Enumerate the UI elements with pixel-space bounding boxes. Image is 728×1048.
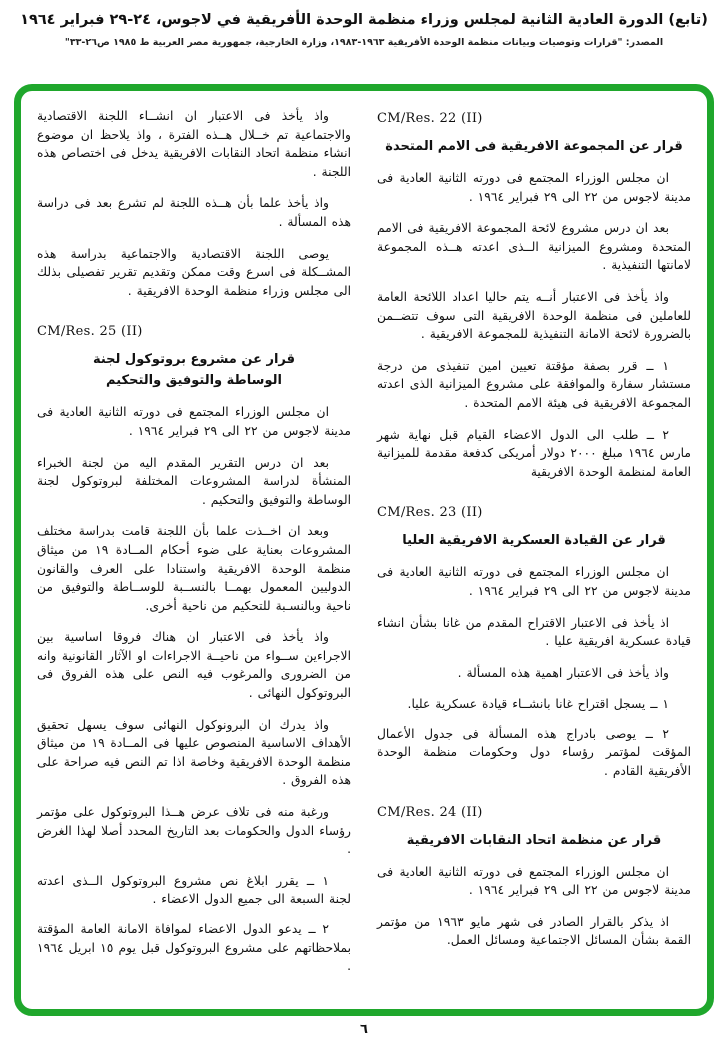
resolution-label-23: CM/Res. 23 (II) <box>377 505 483 521</box>
paragraph: ان مجلس الوزراء المجتمع فى دورته الثانية العادية فى مدينة لاجوس من ٢٢ الى ٢٩ فبراير ١٩٦٤ . <box>377 171 691 204</box>
header-source: المصدر: "قرارات وتوصيات وبيانات منظمة الوحدة الأفريقية ١٩٦٣-١٩٨٣، وزارة الخارجية، جمهورية مصر العربية ط ١٩٨٥ ص٢٦-٣٣" <box>64 37 664 48</box>
resolution-title-24: قرار عن منظمة اتحاد النقابات الافريقية <box>406 832 662 848</box>
resolution-title-25-line1: قرار عن مشروع بروتوكول لجنة <box>92 352 296 368</box>
resolution-title-22: قرار عن المجموعة الافريقية فى الامم المتحدة <box>385 139 683 154</box>
paragraph: ورغبة منه فى تلاف عرض هــذا البروتوكول على مؤتمر رؤساء الدول والحكومات بعد التاريخ المحدد أصلا لهذا الغرض . <box>37 805 351 857</box>
paragraph: واذ يأخذ فى الاعتبار ان هناك فروقا اساسية بين الاجراءين ســواء من ناحيــة الاجراءات او الآثار القانونية وانه من الضرورى والمرغوب فيه النص على هذه الفروق فى البروتوكول النهائى . <box>37 630 351 701</box>
paragraph: بعد ان درس مشروع لائحة المجموعة الافريقية فى الامم المتحدة ومشروع الميزانية الــذى اعدته هــذه المجموعة لامانتها التنفيذية . <box>377 221 691 273</box>
numbered-item: ١ ــ قرر بصفة مؤقتة تعيين امين تنفيذى من درجة مستشار سفارة والموافقة على مشروع الميزانية الذى اعدته المجموعة الافريقية فى هيئة الامم المتحدة . <box>377 358 691 410</box>
numbered-item: ٢ ــ يدعو الدول الاعضاء لموافاة الامانة العامة المؤقتة بملاحظاتهم على مشروع البروتوكول قبل يوم ١٥ ابريل ١٩٦٤ . <box>37 922 351 974</box>
resolution-title-25-line2: الوساطة والتوفيق والتحكيم <box>106 373 282 389</box>
numbered-item: ٢ ــ طلب الى الدول الاعضاء القيام قبل نهاية شهر مارس ١٩٦٤ مبلغ ٢٠٠٠ دولار أمريكى كدفعة مقدمة للميزانية العامة لمنظمة الوحدة الافريقية <box>377 427 691 479</box>
paragraph: واذ يأخذ فى الاعتبار اهمية هذه المسألة . <box>457 665 669 680</box>
right-column <box>377 107 691 999</box>
resolution-label-24: CM/Res. 24 (II) <box>377 804 483 820</box>
paragraph: ان مجلس الوزراء المجتمع فى دورته الثانية العادية فى مدينة لاجوس من ٢٢ الى ٢٩ فبراير ١٩٦٤ . <box>37 405 351 438</box>
paragraph: اذ يأخذ فى الاعتبار الاقتراح المقدم من غانا بشأن انشاء قيادة عسكرية افريقية عليا . <box>377 615 691 649</box>
resolution-label-25: CM/Res. 25 (II) <box>37 324 143 340</box>
paragraph: واذ يأخذ فى الاعتبار ان انشــاء اللجنة الاقتصادية والاجتماعية تم خــلال هــذه الفترة ، واذ يلاحظ ان موضوع انشاء منظمة اتحاد النقابات الافريقية يدخل فى اختصاص هذه اللجنة . <box>37 109 351 179</box>
paragraph: واذ يأخذ فى الاعتبار أنــه يتم حاليا اعداد اللائحة العامة للعاملين فى منظمة الوحدة الافريقية التى سوف تتضــمن بالضرورة لائحة الامانة التنفيذية للمجموعة الافريقية . <box>377 289 691 342</box>
numbered-item: ١ ــ يسجل اقتراح غانا بانشــاء قيادة عسكرية عليا. <box>407 697 669 712</box>
header-title: (تابع) الدورة العادية الثانية لمجلس وزراء منظمة الوحدة الأفريقية في لاجوس، ٢٤-٢٩ فبراير ١٩٦٤ <box>20 12 708 28</box>
paragraph: واذ يأخذ علما بأن هــذه اللجنة لم تشرع بعد فى دراسة هذه المسألة . <box>37 196 351 229</box>
left-column <box>37 107 351 999</box>
page-header <box>0 0 728 48</box>
numbered-item: ٢ ــ يوصى بادراج هذه المسألة فى جدول الأعمال المؤقت لمؤتمر رؤساء دول وحكومات منظمة الوحدة الأفريقية القادم . <box>377 726 691 779</box>
paragraph: ان مجلس الوزراء المجتمع فى دورته الثانية العادية فى مدينة لاجوس من ٢٢ الى ٢٩ فبراير ١٩٦٤ . <box>377 864 691 898</box>
green-content-frame <box>14 84 714 1016</box>
paragraph: واذ يدرك ان البرونوكول النهائى سوف يسهل تحقيق الأهداف الاساسية المنصوص عليها فى المــادة ١٩ من ميثاق منظمة الوحدة الافريقية وخاصة اذا تم النص فيه صراحة على هذه الفروق . <box>37 717 352 788</box>
paragraph: ان مجلس الوزراء المجتمع فى دورته الثانية العادية فى مدينة لاجوس من ٢٢ الى ٢٩ فبراير ١٩٦٤ . <box>377 565 691 598</box>
resolution-title-23: قرار عن القيادة العسكرية الافريقية العليا <box>402 533 666 549</box>
paragraph: يوصى اللجنة الاقتصادية والاجتماعية بدراسة هذه المشــكلة فى اسرع وقت ممكن وتقديم تقرير تفصيلى بذلك الى مجلس وزراء منظمة الوحدة الافريقية . <box>37 246 351 298</box>
paragraph: وبعد ان اخــذت علما بأن اللجنة قامت بدراسة مختلف المشروعات بعناية على ضوء أحكام المــادة ١٩ من ميثاق منظمة الوحدة الافريقية واستنادا على العرف والقانون الدوليين المعمول بهمــا بالنســبة للوســاطة والتوفيق من ناحية وبالنسـبة للتحكيم من ناحية أخرى. <box>37 524 352 613</box>
resolution-label-22: CM/Res. 22 (II) <box>377 111 483 126</box>
paragraph: اذ يذكر بالقرار الصادر فى شهر مايو ١٩٦٣ من مؤتمر القمة بشأن المسائل الاجتماعية ومسائل العمل. <box>377 914 691 948</box>
numbered-item: ١ ــ يقرر ابلاغ نص مشروع البروتوكول الــذى اعدته لجنة السبعة الى جميع الدول الاعضاء . <box>37 873 351 907</box>
resolution-title-25 <box>37 349 351 391</box>
paragraph: بعد ان درس التقرير المقدم اليه من لجنة الخبراء المنشأة لدراسة المشروعات المختلفة لبروتوكول لجنة الوساطة والتوفيق والتحكيم . <box>37 455 351 507</box>
two-column-layout <box>37 107 691 999</box>
page-number: ٦ <box>360 1022 368 1037</box>
